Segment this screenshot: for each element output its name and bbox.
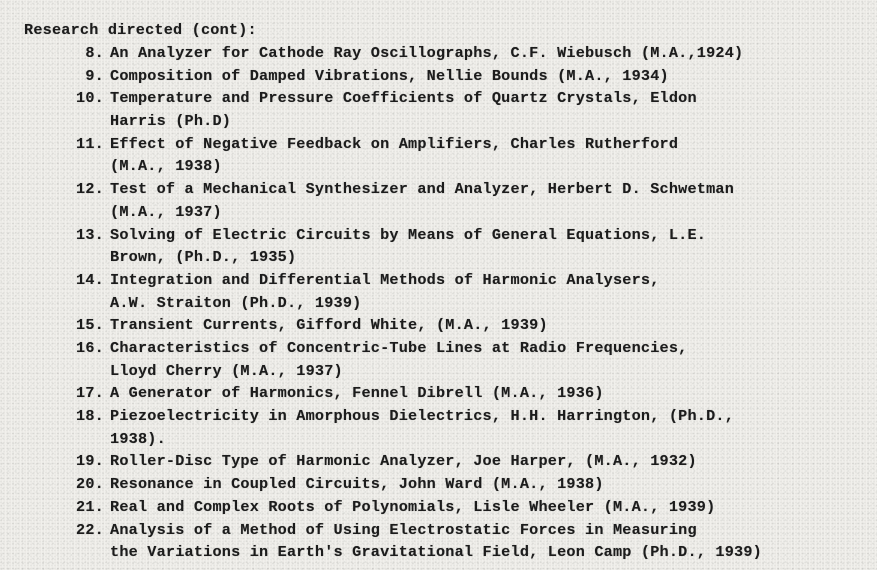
list-item — [24, 314, 864, 337]
list-item — [24, 65, 864, 88]
entry-line: Test of a Mechanical Synthesizer and Analyzer, Herbert D. Schwetman — [110, 180, 735, 199]
entry-line: Effect of Negative Feedback on Amplifiers, Charles Rutherford — [110, 134, 679, 153]
entry-line: Integration and Differential Methods of Harmonic Analysers, — [110, 270, 660, 289]
entry-text — [110, 133, 864, 178]
list-item — [24, 496, 864, 519]
entry-number: 15. — [76, 316, 104, 335]
entry-number: 10. — [76, 89, 104, 108]
list-item — [24, 382, 864, 405]
entry-number: 20. — [76, 475, 104, 494]
entry-text — [110, 337, 864, 382]
entry-line: Analysis of a Method of Using Electrostatic Forces in Measuring — [110, 520, 697, 539]
entry-text — [110, 87, 864, 132]
entry-number: 13. — [76, 225, 104, 244]
entry-line: Lloyd Cherry (M.A., 1937) — [110, 361, 343, 380]
entry-number: 19. — [76, 452, 104, 471]
list-item — [24, 450, 864, 473]
list-item — [24, 42, 864, 65]
entry-line: (M.A., 1937) — [110, 202, 222, 221]
entry-line: the Variations in Earth's Gravitational Field, Leon Camp (Ph.D., 1939) — [110, 543, 762, 562]
entry-text — [110, 178, 864, 223]
entry-number: 21. — [76, 497, 104, 516]
entry-line: Harris (Ph.D) — [110, 112, 232, 131]
entry-list — [24, 42, 864, 564]
list-item — [24, 337, 864, 382]
list-item — [24, 269, 864, 314]
entry-line: Resonance in Coupled Circuits, John Ward (M.A., 1938) — [110, 475, 604, 494]
entry-line: Solving of Electric Circuits by Means of General Equations, L.E. — [110, 225, 707, 244]
entry-number: 18. — [76, 407, 104, 426]
list-item — [24, 133, 864, 178]
entry-number: 17. — [76, 384, 104, 403]
entry-number: 11. — [76, 134, 104, 153]
entry-line: Roller-Disc Type of Harmonic Analyzer, Joe Harper, (M.A., 1932) — [110, 452, 697, 471]
entry-line: Characteristics of Concentric-Tube Lines at Radio Frequencies, — [110, 338, 688, 357]
entry-text — [110, 405, 864, 450]
entry-text — [110, 382, 864, 405]
list-item — [24, 224, 864, 269]
entry-text — [110, 65, 864, 88]
entry-line: 1938). — [110, 429, 166, 448]
entry-number: 22. — [76, 520, 104, 539]
entry-text — [110, 519, 864, 564]
list-item — [24, 178, 864, 223]
entry-line: Brown, (Ph.D., 1935) — [110, 248, 297, 267]
entry-line: A.W. Straiton (Ph.D., 1939) — [110, 293, 362, 312]
entry-line: An Analyzer for Cathode Ray Oscillographs, C.F. Wiebusch (M.A.,1924) — [110, 44, 744, 62]
entry-number: 9. — [85, 66, 104, 85]
list-item — [24, 519, 864, 564]
entry-number: 12. — [76, 180, 104, 199]
entry-number: 16. — [76, 338, 104, 357]
entry-line: A Generator of Harmonics, Fennel Dibrell (M.A., 1936) — [110, 384, 604, 403]
entry-line: Piezoelectricity in Amorphous Dielectrics, H.H. Harrington, (Ph.D., — [110, 407, 735, 426]
entry-line: Temperature and Pressure Coefficients of Quartz Crystals, Eldon — [110, 89, 697, 108]
entry-text — [110, 224, 864, 269]
list-item — [24, 405, 864, 450]
document-page — [24, 19, 864, 564]
list-item — [24, 473, 864, 496]
entry-number: 14. — [76, 270, 104, 289]
list-item — [24, 87, 864, 132]
entry-line: (M.A., 1938) — [110, 157, 222, 176]
entry-text — [110, 450, 864, 473]
entry-number: 8. — [85, 44, 104, 62]
entry-line: Composition of Damped Vibrations, Nellie Bounds (M.A., 1934) — [110, 66, 669, 85]
entry-text — [110, 473, 864, 496]
entry-line: Real and Complex Roots of Polynomials, Lisle Wheeler (M.A., 1939) — [110, 497, 716, 516]
entry-text — [110, 42, 864, 65]
entry-text — [110, 269, 864, 314]
page-heading: Research directed (cont): — [24, 21, 257, 39]
entry-text — [110, 496, 864, 519]
entry-text — [110, 314, 864, 337]
entry-line: Transient Currents, Gifford White, (M.A., 1939) — [110, 316, 548, 335]
